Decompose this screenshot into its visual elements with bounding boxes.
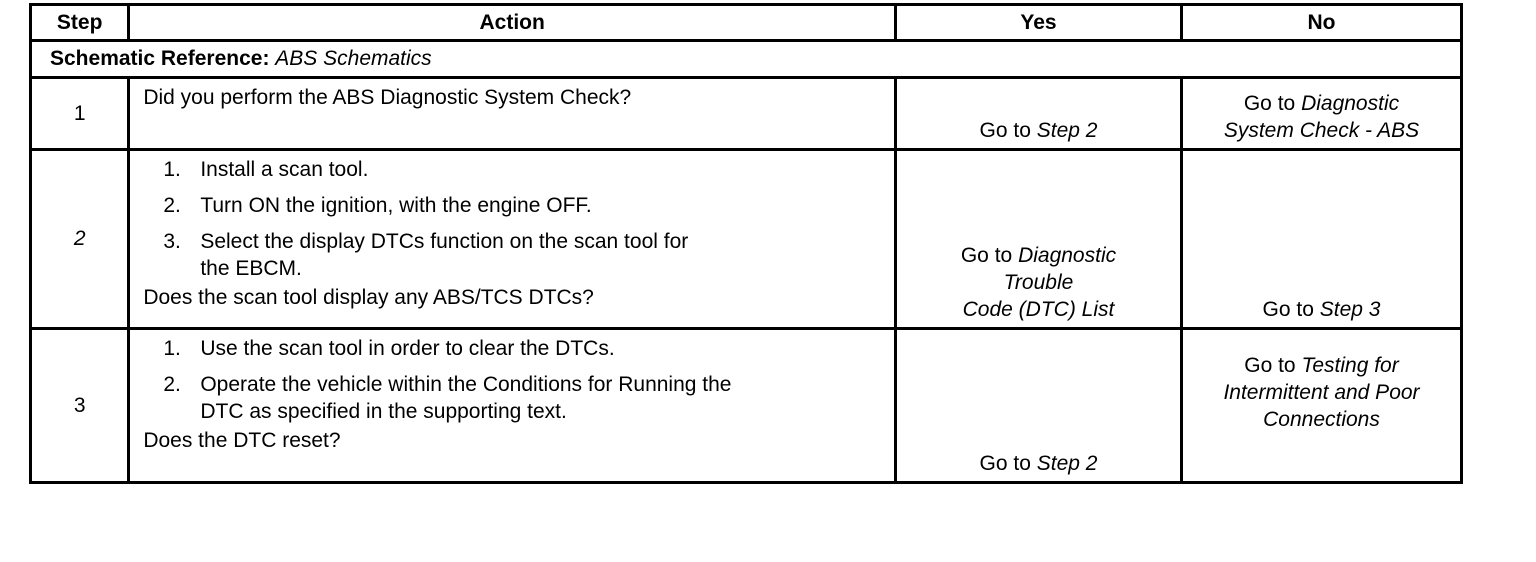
step-number: 1 [31, 78, 129, 150]
action-cell [129, 78, 896, 150]
table-row [31, 150, 1462, 329]
yes-cell [896, 150, 1182, 329]
no-link-line1[interactable]: Diagnostic [1301, 92, 1400, 115]
schematic-reference [31, 41, 1462, 78]
action-question: Does the scan tool display any ABS/TCS DTCs? [143, 286, 594, 309]
no-cell [1181, 78, 1461, 150]
no-link-line1[interactable]: Testing for [1301, 354, 1399, 377]
action-steps [143, 335, 884, 425]
list-item: 1. Install a scan tool. [163, 158, 369, 181]
action-steps [143, 156, 884, 282]
yes-cell [896, 329, 1182, 483]
step-number: 3 [31, 329, 129, 483]
reference-label: Schematic Reference: [50, 47, 270, 70]
header-row [31, 5, 1462, 41]
header-action: Action [129, 5, 896, 41]
header-step: Step [31, 5, 129, 41]
reference-row [31, 41, 1462, 78]
header-yes: Yes [896, 5, 1182, 41]
list-item: 3. Select the display DTCs function on the scan tool for the EBCM. [163, 230, 689, 280]
no-link-line3[interactable]: Connections [1263, 408, 1380, 431]
action-cell [129, 329, 896, 483]
list-item: 2. Turn ON the ignition, with the engine OFF. [163, 194, 592, 217]
no-link[interactable]: Step 3 [1319, 298, 1381, 321]
diagnostic-table [29, 3, 1463, 484]
step-number: 2 [31, 150, 129, 329]
list-item: 2. Operate the vehicle within the Conditions for Running the DTC as specified in the supporting text. [163, 373, 732, 423]
no-cell [1181, 150, 1461, 329]
yes-link-line2[interactable]: Trouble [1003, 271, 1074, 294]
header-no: No [1181, 5, 1461, 41]
action-question: Does the DTC reset? [143, 429, 341, 452]
action-cell [129, 150, 896, 329]
no-prefix: Go to [1243, 92, 1296, 115]
yes-link[interactable]: Step 2 [1036, 119, 1098, 142]
yes-prefix: Go to [979, 119, 1031, 142]
yes-cell [896, 78, 1182, 150]
table-row [31, 329, 1462, 483]
action-question: Did you perform the ABS Diagnostic System Check? [143, 86, 632, 109]
no-link-line2[interactable]: Intermittent and Poor [1223, 381, 1420, 404]
no-prefix: Go to [1262, 298, 1314, 321]
yes-link-line1[interactable]: Diagnostic [1018, 244, 1117, 267]
no-prefix: Go to [1244, 354, 1296, 377]
yes-link[interactable]: Step 2 [1036, 452, 1098, 475]
yes-prefix: Go to [960, 244, 1013, 267]
reference-link[interactable]: ABS Schematics [275, 47, 432, 70]
no-cell [1181, 329, 1461, 483]
list-item: 1. Use the scan tool in order to clear the DTCs. [163, 337, 615, 360]
yes-prefix: Go to [979, 452, 1031, 475]
table-row [31, 78, 1462, 150]
yes-link-line3[interactable]: Code (DTC) List [962, 298, 1115, 321]
no-link-line2[interactable]: System Check - ABS [1223, 119, 1420, 142]
